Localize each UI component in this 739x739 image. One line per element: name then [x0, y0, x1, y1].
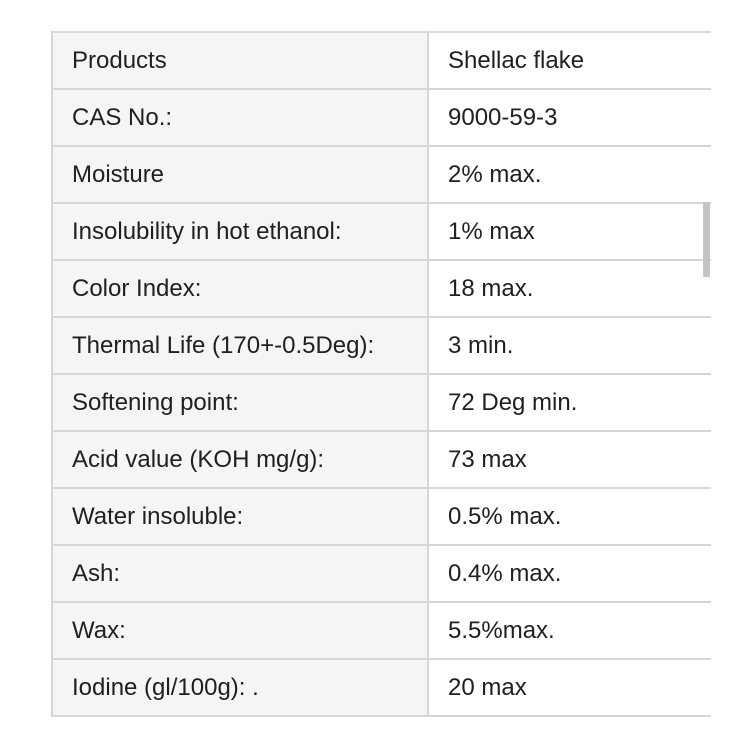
row-value: 20 max [428, 659, 711, 716]
row-label: CAS No.: [52, 89, 428, 146]
table-row [52, 32, 711, 89]
table-row [52, 317, 711, 374]
table-row [52, 545, 711, 602]
row-label: Color Index: [52, 260, 428, 317]
row-label: Wax: [52, 602, 428, 659]
row-label: Softening point: [52, 374, 428, 431]
table-row [52, 146, 711, 203]
spec-table-scroll-area[interactable] [51, 31, 711, 739]
row-label: Moisture [52, 146, 428, 203]
table-row [52, 488, 711, 545]
row-label: Ash: [52, 545, 428, 602]
row-value: Shellac flake [428, 32, 711, 89]
table-row [52, 659, 711, 716]
row-value: 0.4% max. [428, 545, 711, 602]
row-value: 2% max. [428, 146, 711, 203]
row-label: Insolubility in hot ethanol: [52, 203, 428, 260]
row-value: 1% max [428, 203, 711, 260]
horizontal-scrollbar-thumb[interactable] [703, 202, 710, 277]
row-value: 72 Deg min. [428, 374, 711, 431]
table-row [52, 431, 711, 488]
row-value: 0.5% max. [428, 488, 711, 545]
row-label: Water insoluble: [52, 488, 428, 545]
table-row [52, 374, 711, 431]
row-label: Thermal Life (170+-0.5Deg): [52, 317, 428, 374]
spec-table [51, 31, 711, 717]
table-row [52, 89, 711, 146]
table-row [52, 602, 711, 659]
row-value: 9000-59-3 [428, 89, 711, 146]
table-row [52, 260, 711, 317]
row-label: Acid value (KOH mg/g): [52, 431, 428, 488]
row-value: 5.5%max. [428, 602, 711, 659]
row-value: 3 min. [428, 317, 711, 374]
row-value: 18 max. [428, 260, 711, 317]
row-value: 73 max [428, 431, 711, 488]
row-label: Products [52, 32, 428, 89]
table-row [52, 203, 711, 260]
row-label: Iodine (gl/100g): . [52, 659, 428, 716]
